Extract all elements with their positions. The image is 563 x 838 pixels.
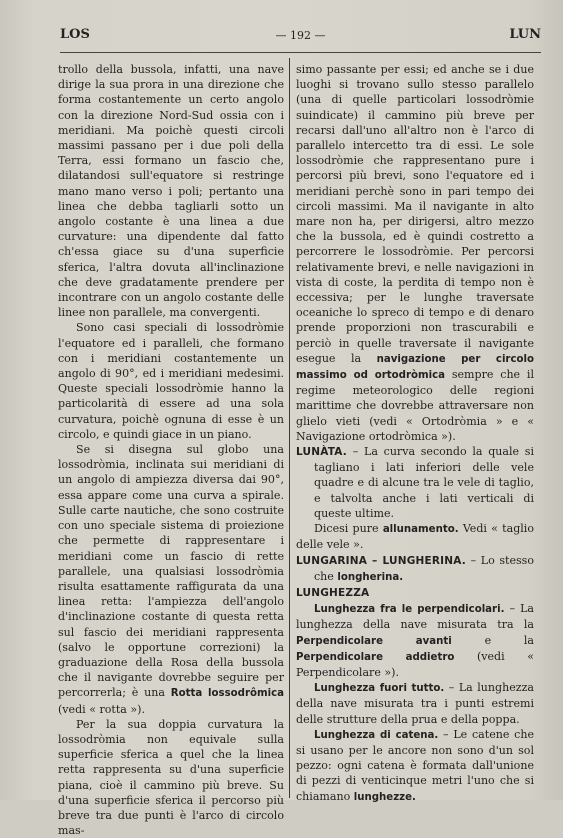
- paragraph: [296, 521, 534, 552]
- entry-headword: LUNGHEZZA: [296, 586, 370, 599]
- paragraph: Per la sua doppia curvatura la lossodròmia non equivale sulla superficie sferica a quel che la linea retta rappresenta su d'una superficie piana, cioè il cammino più breve. Su d'una superficie sferica il percorso più breve tra due punti è l'arco di circolo mas-: [58, 717, 284, 838]
- paragraph-text: Dicesi pure: [314, 522, 383, 536]
- left-column: [58, 62, 284, 838]
- paragraph-text: Se si disegna sul globo una lossodròmia, inclinata sui meridiani di un angolo di ampiezza diversa dai 90°, essa appare come una curva a spirale. Sulle carte nautiche, che sono costruite con uno speciale sistema di proiezione che permette di rappresentare i meridiani come un fascio di rette parallele, una qualsiasi lossodròmia risulta esattamente raffigurata da una linea retta: l'ampiezza dell'angolo d'inclinazione costante di questa retta sul fascio dei meridiani rappresenta (salvo le opportune correzioni) la graduazione della Rosa della bussola che il navigante dovrebbe seguire per percorrerla; è una: [58, 443, 284, 700]
- entry-text: – La lunghezza della nave misurata tra i punti estremi delle strutture della prua e della poppa.: [296, 681, 534, 726]
- subentry-headword: Lunghezza di catena.: [314, 729, 439, 741]
- entry-text: – La curva secondo la quale si tagliano i lati inferiori delle vele quadre e di alcune tra le vele di taglio, e talvolta anche i lati verticali di queste ultime.: [314, 445, 534, 520]
- entry-headword: LUNGARINA – LUNGHERINA.: [296, 554, 466, 567]
- subentry-perpendicolari: [296, 601, 534, 680]
- cross-reference-term: lunghezze.: [353, 791, 416, 803]
- page-header: [60, 27, 541, 47]
- entry-text: (vedi « Perpendicolare »).: [296, 649, 534, 679]
- page-number: — 192 —: [275, 29, 326, 42]
- paragraph-text: sempre che il regime meteorologico delle regioni marittime che dovrebbe attraversare non glielo vieti (vedi « Ortodròmia » e « Navigazione ortodròmica »).: [296, 368, 534, 443]
- entry-text: – Lo stesso che: [314, 553, 534, 583]
- paragraph: [58, 442, 284, 717]
- entry-headword: LUNÀTA.: [296, 446, 347, 459]
- entry-text: – La lunghezza della nave misurata tra la: [296, 602, 535, 632]
- entry-text: e la: [451, 633, 534, 647]
- header-rule: [60, 52, 541, 53]
- cross-reference-term: Perpendicolare addietro: [296, 651, 455, 663]
- paragraph-text: Vedi « taglio delle vele ».: [296, 522, 534, 552]
- right-column: [296, 62, 534, 805]
- paragraph-text: simo passante per essi; ed anche se i due luoghi si trovano sullo stesso parallelo (una di quelle particolari lossodròmie suindicate) il cammino più breve per recarsi dall'uno all'altro non è l'arco di parallelo intercetto tra di essi. Le sole lossodròmie che rappresentano pure i percorsi più brevi, sono l'equatore ed i meridiani perchè sono in pari tempo dei circoli massimi. Ma il navigante in alto mare non ha, per dirigersi, altro mezzo che la bussola, ed è quindi costretto a percorrere le lossodròmie. Per percorsi relativamente brevi, e nelle navigazioni in vista di coste, la perdita di tempo non è eccessiva; per le lunghe traversate oceaniche lo spreco di tempo e di denaro prende proporzioni non trascurabili e perciò in quelle traversate il navigante esegue la: [296, 63, 534, 365]
- entry-lungarina: [296, 553, 534, 585]
- entry-lunghezza: [296, 585, 534, 601]
- cross-reference-term: longherina.: [337, 571, 404, 583]
- header-right-guide-word: LUN: [509, 27, 541, 42]
- subentry-headword: Lunghezza fra le perpendicolari.: [314, 604, 505, 616]
- entry-text: – Le catene che si usano per le ancore non sono d'un sol pezzo: ogni catena è formata dall'unione di pezzi di venticinque metri l'uno che si chiamano: [296, 727, 534, 803]
- paragraph-text: (vedi « rotta »).: [58, 702, 145, 716]
- subentry-fuori-tutto: [296, 680, 534, 727]
- subentry-catena: [296, 727, 534, 805]
- cross-reference-term: Perpendicolare avanti: [296, 635, 452, 647]
- column-divider: [289, 58, 290, 798]
- header-left-guide-word: LOS: [60, 27, 90, 42]
- cross-reference-term: Rotta lossodrômica: [170, 688, 284, 700]
- paragraph: Sono casi speciali di lossodròmie l'equatore ed i paralleli, che formano con i meridiani costantemente un angolo di 90°, ed i meridiani medesimi. Queste speciali lossodròmie hanno la particolarità di essere ad una sola curvatura, poichè ognuna di esse è un circolo, e quindi giace in un piano.: [58, 321, 284, 441]
- cross-reference-term: navigazione per circolo massimo od ortodròmica: [296, 353, 534, 382]
- entry-lunata: [296, 444, 534, 521]
- cross-reference-term: allunamento.: [382, 524, 459, 536]
- paragraph: [296, 62, 534, 444]
- subentry-headword: Lunghezza fuori tutto.: [314, 683, 445, 695]
- paragraph: trollo della bussola, infatti, una nave dirige la sua prora in una direzione che forma costantemente un certo angolo con la direzione Nord-Sud ossia con i meridiani. Ma poichè questi circoli massimi passano per i due poli della Terra, essi formano un fascio che, dilatandosi sull'equatore si restringe mano mano verso i poli; pertanto una linea che debba tagliarli sotto un angolo costante è una linea a due curvature: una dipendente dal fatto ch'essa giace su d'una superficie sferica, l'altra dovuta all'inclinazione che deve gradatamente prendere per incontrare con un angolo costante delle linee non parallele, ma convergenti.: [58, 63, 284, 320]
